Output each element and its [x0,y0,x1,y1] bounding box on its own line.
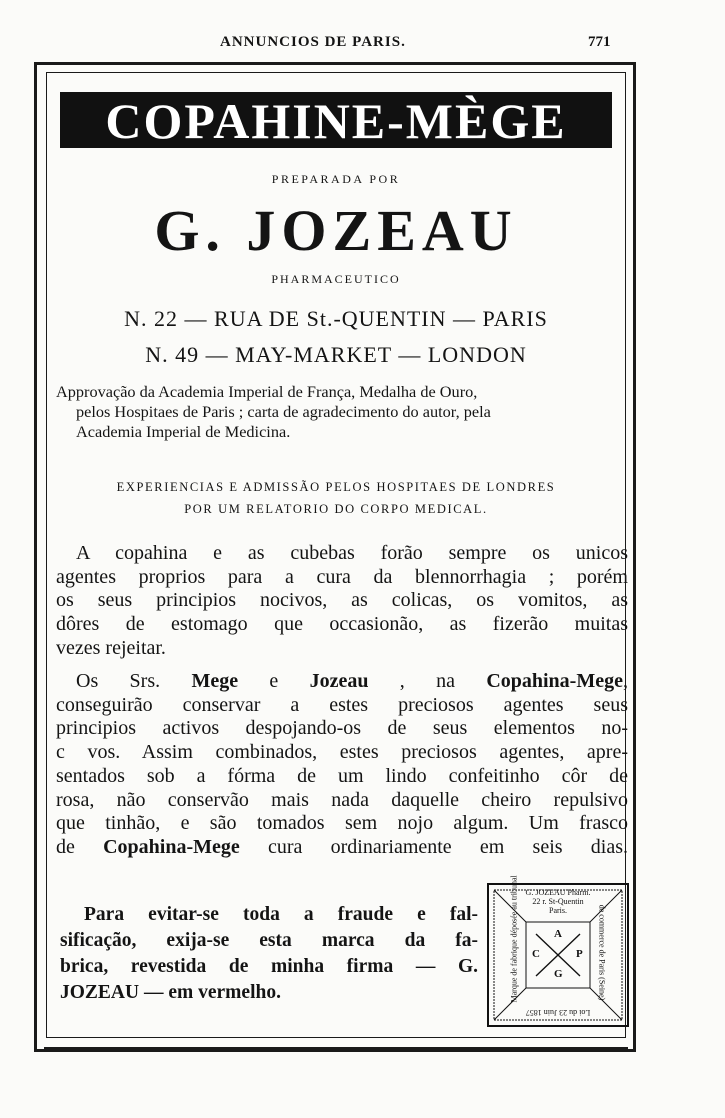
paragraph-mege-jozeau [56,670,628,860]
body-line: dôres de estomago que occasionão, as fizerão muitas [56,613,628,636]
body-line: c vos. Assim combinados, estes preciosos agentes, apre- [56,741,628,764]
body-line: vezes rejeitar. [56,636,166,659]
trademark-stamp [486,875,630,1028]
approval-line: pelos Hospitaes de Paris ; carta de agradecimento do autor, pela [76,402,491,421]
body-line: os seus principios nocivos, as colicas, os vomitos, as [56,589,628,612]
body-line: Os Srs. Mege e Jozeau , na Copahina-Mege, [76,670,628,692]
stamp-left-text: Marque de fabrique déposée au tribunal [509,875,519,1003]
running-head [0,28,725,58]
fraud-warning [60,902,478,1006]
body-line: principios activos despojando-os de seus elementos no- [56,717,628,740]
maker-name: G. JOZEAU [154,198,518,263]
stamp-top-text: G. JOZEAU Pharm. 22 r. St-Quentin Paris. [525,888,591,915]
warning-line: Para evitar-se toda a fraude e fal- [84,904,478,925]
stamp-letter-top: A [554,928,562,940]
product-banner: COPAHINE-MÈGE [60,92,612,148]
stamp-letter-left: C [532,948,540,960]
prepared-by: PREPARADA POR [271,172,401,186]
experiences-line: POR UM RELATORIO DO CORPO MEDICAL. [184,502,488,516]
name-mege: Mege [191,670,239,692]
body-line: A copahina e as cubebas forão sempre os unicos [76,542,628,564]
warning-line: brica, revestida de minha firma — G. [60,956,478,977]
approval-line: Approvação da Academia Imperial de França, Medalha de Ouro, [56,382,478,401]
warning-line: sificação, exija-se esta marca da fa- [60,930,478,951]
body-line: conseguirão conservar a estes preciosos agentes seus [56,693,628,716]
approval-line: Academia Imperial de Medicina. [76,422,291,441]
stamp-right-text: de commerce de Paris (Seine) [597,904,607,1001]
body-line: de Copahina-Mege cura ordinariamente em seis dias. [56,835,628,858]
address-paris: N. 22 — RUA DE St.-QUENTIN — PARIS [124,306,548,331]
stamp-bottom-text: Loi du 23 Juin 1857 [525,1008,591,1017]
product-name-inline: Copahina-Mege [103,835,240,858]
running-title: ANNUNCIOS DE PARIS. [220,34,406,50]
warning-line: JOZEAU — em vermelho. [60,982,281,1003]
stamp-letter-right: P [576,948,583,960]
page-number: 771 [588,34,611,50]
bottom-rule [44,1047,628,1052]
product-name-inline: Copahina-Mege [486,670,623,692]
body-line: rosa, não conservão mais nada daquelle cheiro repulsivo [56,788,628,811]
body-line: sentados sob a fórma de um lindo confeitinho côr de [56,764,628,787]
maker-title: PHARMACEUTICO [271,272,401,286]
stamp-letter-bottom: G [554,968,563,980]
address-london: N. 49 — MAY-MARKET — LONDON [145,342,527,367]
body-line: que tinhão, e são tomados sem nojo algum. Um frasco [56,812,628,835]
name-jozeau: Jozeau [309,670,369,692]
body-line: agentes proprios para a cura da blennorrhagia ; porém [56,565,628,588]
approval-paragraph [56,382,622,442]
experiences-line: EXPERIENCIAS E ADMISSÃO PELOS HOSPITAES DE LONDRES [116,480,556,494]
paragraph-copahina [56,542,628,661]
